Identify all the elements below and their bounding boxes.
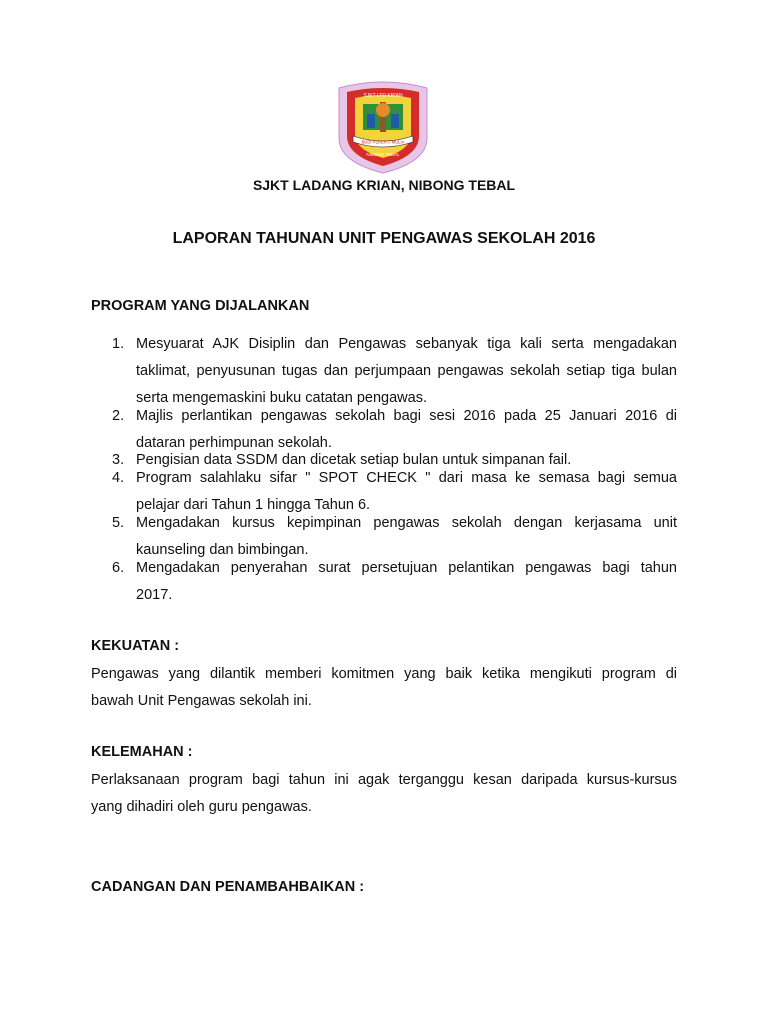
strength-heading: KEKUATAN : — [91, 638, 180, 654]
list-item-line: dataran perhimpunan sekolah. — [136, 435, 332, 451]
paragraph-line: yang dihadiri oleh guru pengawas. — [91, 799, 312, 815]
list-item-line: Mengadakan kursus kepimpinan pengawas sekolah dengan kerjasama unit — [136, 515, 677, 531]
crest-bottom-text: NIBONG TEBAL — [366, 152, 400, 157]
school-name: SJKT LADANG KRIAN, NIBONG TEBAL — [252, 177, 516, 193]
list-item-number: 6. — [112, 560, 125, 576]
paragraph-line: Pengawas yang dilantik memberi komitmen yang baik ketika mengikuti program di — [91, 666, 677, 682]
crest-band-text: BUDI PEKERTI MULIA — [361, 139, 405, 145]
strength-paragraph — [91, 661, 677, 715]
list-item-number: 3. — [112, 452, 125, 468]
school-crest-logo — [333, 80, 433, 175]
list-item-number: 5. — [112, 515, 125, 531]
list-item-line: serta mengemaskini buku catatan pengawas. — [136, 390, 427, 406]
crest-top-text: SJKT LTD KRIAN — [363, 93, 403, 99]
list-item-line: Majlis perlantikan pengawas sekolah bagi sesi 2016 pada 25 Januari 2016 di — [136, 408, 677, 424]
list-item-number: 1. — [112, 336, 125, 352]
paragraph-line: bawah Unit Pengawas sekolah ini. — [91, 693, 312, 709]
list-item-line: kaunseling dan bimbingan. — [136, 542, 309, 558]
list-item-line: Mengadakan penyerahan surat persetujuan pelantikan pengawas bagi tahun — [136, 560, 677, 576]
report-title: LAPORAN TAHUNAN UNIT PENGAWAS SEKOLAH 2016 — [172, 230, 596, 247]
weakness-heading: KELEMAHAN : — [91, 744, 193, 760]
list-item-line: 2017. — [136, 587, 173, 603]
list-item-line: pelajar dari Tahun 1 hingga Tahun 6. — [136, 497, 371, 513]
list-item-number: 4. — [112, 470, 125, 486]
list-item-line: taklimat, penyusunan tugas dan perjumpaan pengawas sekolah setiap tiga bulan — [136, 363, 677, 379]
list-item-line: Mesyuarat AJK Disiplin dan Pengawas sebanyak tiga kali serta mengadakan — [136, 336, 677, 352]
programs-heading: PROGRAM YANG DIJALANKAN — [91, 298, 310, 314]
list-item-line: Program salahlaku sifar " SPOT CHECK " dari masa ke semasa bagi semua — [136, 470, 677, 486]
weakness-paragraph — [91, 767, 677, 821]
list-item-number: 2. — [112, 408, 125, 424]
paragraph-line: Perlaksanaan program bagi tahun ini agak terganggu kesan daripada kursus-kursus — [91, 772, 677, 788]
suggestion-heading: CADANGAN DAN PENAMBAHBAIKAN : — [91, 879, 365, 895]
list-item-line: Pengisian data SSDM dan dicetak setiap bulan untuk simpanan fail. — [136, 452, 572, 468]
